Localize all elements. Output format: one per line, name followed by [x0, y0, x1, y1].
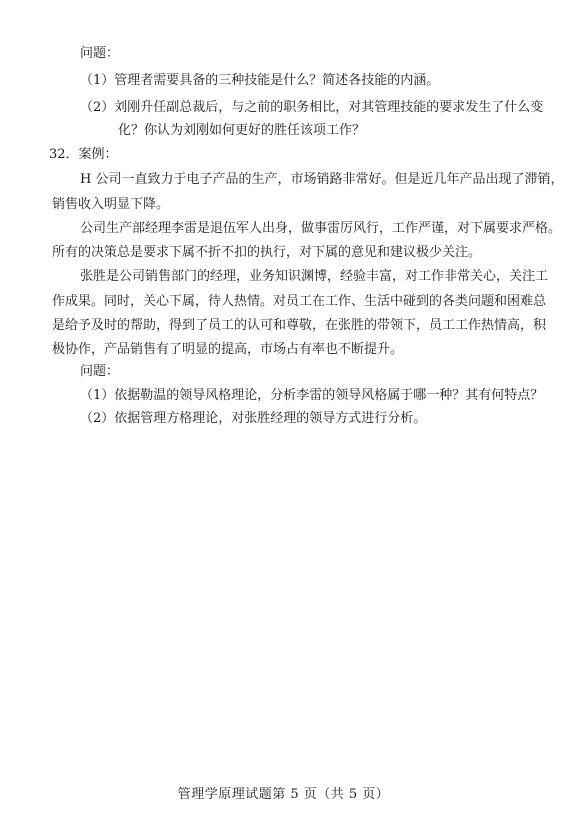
question-header: 问题：: [80, 46, 120, 61]
case-number: 32．案例：: [49, 147, 118, 162]
case-question-item-1: （1）依据勒温的领导风格理论，分析李雷的领导风格属于哪一种？其有何特点？: [80, 388, 544, 403]
case-paragraph-3-line-3: 是给予及时的帮助，得到了员工的认可和尊敬，在张胜的带领下，员工工作热情高，积: [52, 318, 547, 333]
question-item-2-line-1: （2）刘刚升任副总裁后，与之前的职务相比，对其管理技能的要求发生了什么变: [80, 100, 544, 115]
case-paragraph-3-line-1: 张胜是公司销售部门的经理，业务知识渊博，经验丰富，对工作非常关心，关注工: [80, 269, 549, 284]
case-paragraph-3-line-4: 极协作，产品销售有了明显的提高，市场占有率也不断提升。: [52, 342, 404, 357]
case-question-header: 问题：: [80, 364, 120, 379]
case-paragraph-1-line-2: 销售收入明显下降。: [52, 197, 170, 212]
page-footer: 管理学原理试题第 5 页（共 5 页）: [177, 787, 390, 802]
question-item-1: （1）管理者需要具备的三种技能是什么？简述各技能的内涵。: [80, 73, 440, 88]
case-paragraph-1-line-1: H 公司一直致力于电子产品的生产，市场销路非常好。但是近几年产品出现了滞销，: [80, 172, 564, 187]
question-item-2-line-2: 化？你认为刘刚如何更好的胜任该项工作？: [118, 123, 366, 138]
case-question-item-2: （2）依据管理方格理论，对张胜经理的领导方式进行分析。: [80, 411, 427, 426]
case-paragraph-2-line-1: 公司生产部经理李雷是退伍军人出身，做事雷厉风行，工作严谨，对下属要求严格。: [80, 221, 562, 236]
case-paragraph-3-line-2: 作成果。同时，关心下属，待人热情。对员工在工作、生活中碰到的各类问题和困难总: [52, 294, 547, 309]
case-paragraph-2-line-2: 所有的决策总是要求下属不折不扣的执行，对下属的意见和建议极少关注。: [52, 245, 482, 260]
